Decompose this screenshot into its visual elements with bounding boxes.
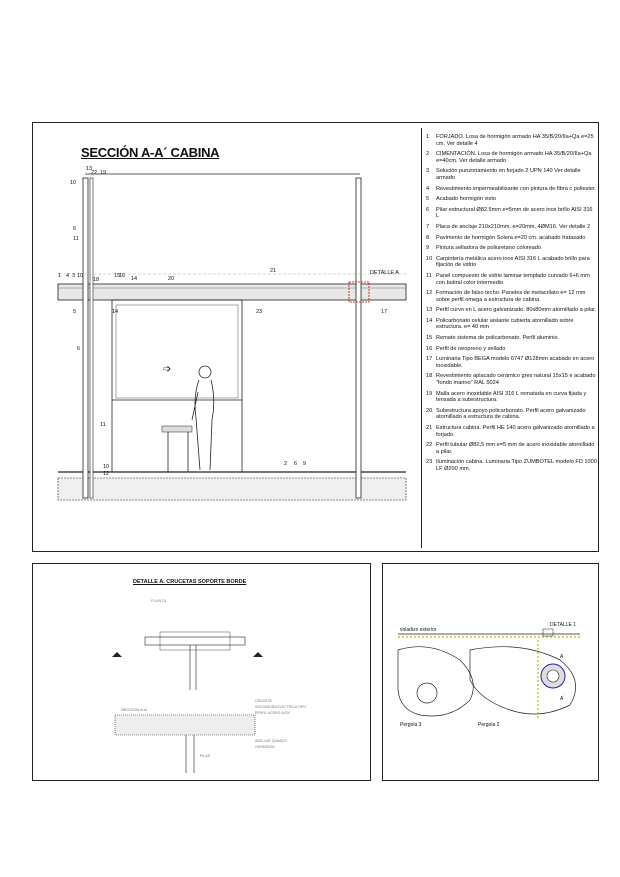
legend-item [426, 356, 597, 369]
legend-text: Remate sistema de policarbonato. Perfil aluminio. [436, 335, 560, 342]
legend-text: Policarbonato celular aislante cubierta atornillado sobre estructura. e= 40 mm [436, 317, 574, 331]
legend-item [426, 442, 597, 455]
callout: 22 [91, 170, 98, 176]
legend-text: Pilar estructural Ø82.5mm e=5mm de acero inox brillo AISI 316 L [436, 206, 593, 220]
note: SOLDADURA ELECTRICA TIPO [255, 705, 307, 709]
legend-item [426, 318, 597, 331]
legend-item [426, 186, 597, 193]
legend-item [426, 290, 597, 303]
legend-text: Formación de falso techo. Paneles de metacrilato e= 12 mm sobre perfil omega a estructura de cabina [436, 290, 586, 303]
legend-number: 11 [426, 272, 432, 279]
callout: 2 [284, 461, 288, 467]
legend-text: Placa de anclaje 210x210mm, e=20mm, 4ØM16. Ver detalle 2 [436, 223, 591, 230]
callout: 14 [131, 276, 138, 282]
legend-text: Estructura cabina. Perfil HE 140 acero galvanizado atornillado a forjado. [436, 425, 595, 438]
legend-number: 9 [426, 245, 430, 252]
callout: 21 [270, 268, 277, 274]
callout: 16 [119, 273, 126, 279]
legend-number: 18 [426, 373, 433, 380]
legend-item [426, 373, 597, 386]
legend-number: 3 [426, 168, 430, 175]
note: PILAR [200, 754, 211, 758]
detail-a-panel [32, 563, 371, 781]
legend-number: 8 [426, 234, 430, 241]
legend-number: 12 [426, 290, 433, 297]
legend-item [426, 207, 597, 220]
overhang-label: voladizo exterior [400, 627, 437, 633]
legend-number: 4 [426, 185, 430, 192]
legend-text: Pintura selladora de poliuretano coloreado [436, 245, 542, 252]
legend-text: Subestructura apoyo policarbonato. Perfil acero galvanizado atornillado a estructura de cabina. [436, 407, 586, 421]
callout: 15 [114, 273, 121, 279]
note: CRUCETA [255, 699, 272, 703]
note: HORMIGON [255, 745, 275, 749]
callout: 23 [256, 309, 263, 315]
legend-item [426, 273, 597, 286]
legend-number: 15 [426, 335, 433, 342]
legend-text: Pavimento de hormigón Solera e=20 cm. acabado fratasado [436, 234, 586, 241]
section-a-label: SECCION A-A´ [121, 707, 149, 712]
pergola-3-label: Pergola 3 [400, 722, 422, 728]
plan-label: PLANTA [151, 598, 167, 603]
legend-item [426, 151, 597, 164]
detail-a-label: DETALLE A [370, 270, 399, 276]
legend-number: 10 [426, 255, 433, 262]
legend-number: 17 [426, 356, 433, 363]
legend-text: Perfil de neopreno y sellado [436, 345, 506, 352]
callout: 10 [70, 180, 77, 186]
legend-text: Iluminación cabina. Luminaria Tipo ZUMBOTEL modelo FD 1000 LF Ø200 mm. [436, 459, 597, 472]
callout: 18 [93, 277, 100, 283]
callout: 12 [103, 471, 110, 477]
callout: 3 [72, 273, 76, 279]
legend-item [426, 134, 597, 147]
legend-item [426, 346, 597, 353]
legend-item [426, 235, 597, 242]
legend-number: 14 [426, 317, 433, 324]
legend-number: 19 [426, 390, 433, 397]
pergola-2-label: Pergola 2 [478, 722, 500, 728]
callout: 13 [86, 166, 93, 172]
callout: 6 [294, 461, 298, 467]
legend-text: Perfil tubular Ø82,5 mm e=5 mm de acero inoxidable atornillado a pilar. [436, 442, 595, 455]
legend-text: Revestimiento aplacado cerámico gres natural 15x15 e acabado "fondo marino" RAL 5024 [436, 373, 596, 387]
legend-number: 2 [426, 151, 430, 158]
callout: 6 [77, 346, 81, 352]
callout: 20 [168, 276, 175, 282]
note: ANCLAJE QUIMICO [255, 739, 288, 743]
callout: 1 [58, 273, 62, 279]
callout: 17 [381, 309, 388, 315]
legend-number: 20 [426, 407, 433, 414]
callout: 19 [100, 170, 107, 176]
legend-text: Acabado hormigón visto [436, 196, 497, 203]
legend-text: Panel compuesto de vidrio laminar templado curvado 6+6 mm con butiral color intermedio [436, 272, 590, 286]
legend [421, 128, 597, 548]
legend-number: 13 [426, 307, 433, 314]
callout: 11 [100, 422, 106, 428]
legend-item [426, 459, 597, 472]
callout: 10 [77, 273, 84, 279]
legend-text: CIMENTACIÓN. Losa de hormigón armado HA 35/B/20/IIa+Qa e=40cm. Ver detalle armado [436, 151, 592, 164]
section-title: SECCIÓN A-A´ CABINA [81, 145, 220, 160]
callout: 9 [303, 461, 307, 467]
legend-number: 22 [426, 442, 433, 449]
legend-number: 21 [426, 425, 433, 431]
callout: 5 [73, 309, 77, 315]
legend-text: FORJADO. Losa de hormigón armado HA 35/B/20/IIa+Qa e=25 cm. Ver detalle 4 [436, 134, 594, 147]
legend-text: Luminaria Tipo BEGA modelo 6747 Ø128mm acabado en acero inoxidable. [436, 356, 595, 369]
legend-number: 7 [426, 223, 430, 230]
legend-item [426, 256, 597, 269]
callout: 14 [112, 309, 119, 315]
legend-item [426, 335, 597, 342]
note: PERFIL ACERO INOX [255, 711, 290, 715]
plan-panel [382, 563, 599, 781]
legend-text: Solución punzonamiento en forjado 2 UPN 140 Ver detalle armado [436, 168, 581, 181]
callout: 10 [103, 464, 110, 470]
detail-1-label: DETALLE 1 [550, 622, 577, 628]
legend-item [426, 196, 597, 203]
legend-item [426, 391, 597, 404]
legend-item [426, 307, 597, 314]
callout: 4 [66, 273, 70, 279]
marker-a-prime: A´ [560, 696, 565, 702]
legend-number: 1 [426, 134, 430, 140]
legend-number: 23 [426, 459, 433, 466]
legend-text: Revestimiento impermeabilizante con pintura de fibra c poliester. [436, 185, 597, 192]
callout: 11 [73, 236, 79, 242]
callout: 6 [73, 226, 77, 232]
legend-item [426, 168, 597, 181]
legend-item [426, 425, 597, 438]
legend-number: 6 [426, 206, 430, 213]
legend-item [426, 224, 597, 231]
legend-number: 16 [426, 345, 433, 352]
legend-text: Perfil curvo en L acero galvanizado. 80x80mm atornillado a pilar. [436, 307, 597, 314]
legend-number: 5 [426, 196, 430, 203]
legend-item [426, 245, 597, 252]
legend-item [426, 408, 597, 421]
legend-text: Carpintería metálica acero inox AISI 316 L acabado brillo para fijación de vidrio [436, 255, 590, 269]
arrow-icon: ➩ [163, 364, 172, 375]
detail-a-title: DETALLE A. CRUCETAS SOPORTE BORDE [133, 579, 247, 585]
marker-a: A [560, 654, 564, 660]
legend-text: Malla acero inoxidable AISI 316 L rematada en curva fijada y tensada a subestructura. [436, 390, 587, 404]
